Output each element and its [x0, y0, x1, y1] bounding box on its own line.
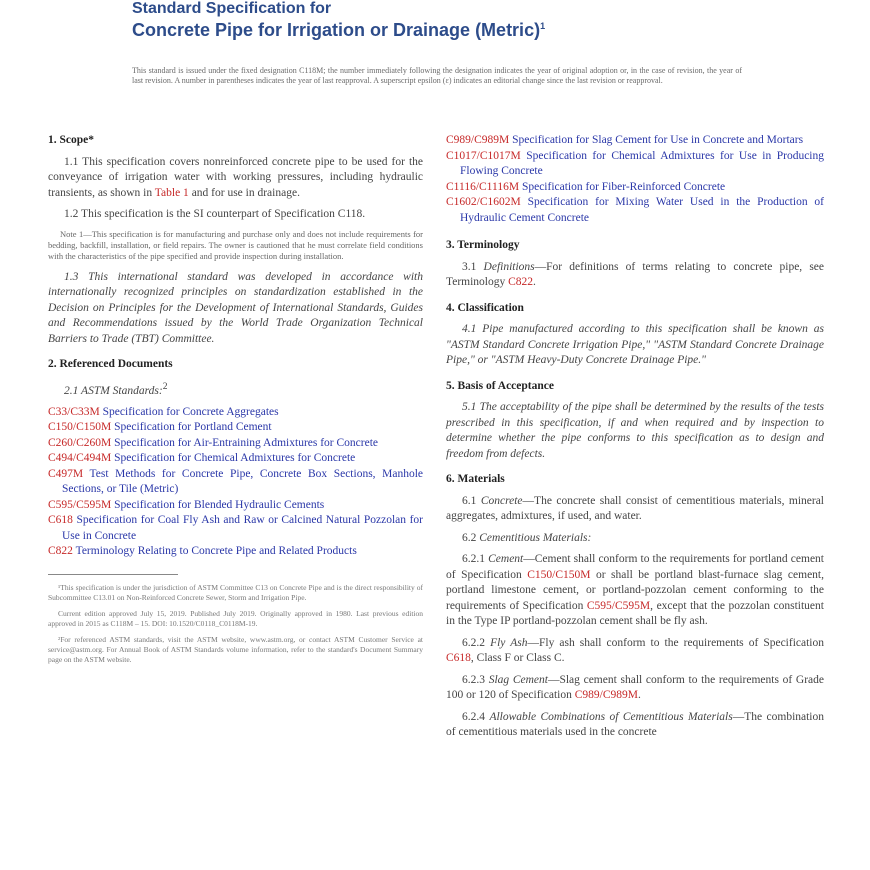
- paragraph-6-2: [446, 531, 824, 547]
- reference-title[interactable]: Specification for Coal Fly Ash and Raw or Calcined Natural Pozzolan for Use in Concrete: [62, 514, 423, 542]
- paragraph-3-1: [446, 260, 824, 291]
- footnote-1: ¹This specification is under the jurisdiction of ASTM Committee C13 on Concrete Pipe and is the direct responsibility of Subcommittee C13.01 on Non-Reinforced Concrete Sewer, Storm and Irrigation Pipe.: [48, 582, 423, 602]
- footnote-1-edition: Current edition approved July 15, 2019. Published July 2019. Originally approved in 1980. Last previous edition approved in 2015 as C118M – 15. DOI: 10.1520/C0118_C0118M-19.: [48, 608, 423, 628]
- paragraph-1-2: 1.2 This specification is the SI counterpart of Specification C118.: [64, 208, 366, 220]
- paragraph-text: .: [533, 276, 536, 288]
- reference-item[interactable]: [446, 133, 824, 149]
- c150-link[interactable]: C150/C150M: [527, 568, 591, 581]
- standard-type-heading: Standard Specification for: [132, 0, 332, 17]
- paragraph-text: —The concrete shall consist of cementitious materials, mineral aggregates, admixtures, if used, and water.: [446, 494, 825, 522]
- paragraph-text: —Cement shall conform to the requirements for portland cement of Specification: [446, 553, 824, 581]
- referenced-documents-list: [48, 405, 423, 560]
- paragraph-6-2-3: [446, 673, 824, 704]
- reference-item[interactable]: [446, 195, 824, 226]
- reference-designation[interactable]: C989/C989M: [446, 134, 510, 146]
- paragraph-text: , Class F or Class C.: [470, 652, 565, 664]
- term-label: Definitions: [483, 260, 535, 273]
- referenced-documents-list-continued: [446, 133, 824, 226]
- c595-link[interactable]: C595/C595M: [586, 599, 651, 612]
- paragraph-text: .: [637, 689, 641, 701]
- paragraph-text: 3.1: [462, 260, 484, 273]
- section-classification-heading: 4. Classification: [446, 301, 524, 314]
- note-1: Note 1—This specification is for manufacturing and purchase only and does not include requirements for bedding, backfill, installation, or field repairs. The owner is cautioned that he must correlate field conditions with the characteristics of the pipe specified and provide inspection during installation.: [48, 228, 423, 261]
- reference-item[interactable]: [48, 513, 423, 544]
- paragraph-text: 6.2: [462, 531, 480, 544]
- paragraph-5-1: 5.1 The acceptability of the pipe shall be determined by the results of the tests prescribed in this specification, if and when required and by inspection to determine whether the pipe conforms to this specification as to design and freedom from defects.: [446, 401, 824, 460]
- right-column: [446, 133, 824, 747]
- c618-link[interactable]: C618: [446, 652, 471, 664]
- reference-designation[interactable]: C150/C150M: [48, 421, 112, 434]
- c989-link[interactable]: C989/C989M: [574, 689, 638, 701]
- reference-designation[interactable]: C260/C260M: [48, 436, 112, 449]
- reference-title[interactable]: Specification for Slag Cement for Use in Concrete and Mortars: [512, 134, 804, 146]
- reference-designation[interactable]: C595/C595M: [48, 498, 112, 511]
- reference-item[interactable]: [48, 405, 423, 421]
- paragraph-1-3: 1.3 This international standard was developed in accordance with internationally recognized principles on standardization established in the Decision on Principles for the Development of International Standards, Guides and Recommendations issued by the World Trade Organization Technical Barriers to Trade (TBT) Committee.: [48, 270, 423, 345]
- paragraph-6-2-1: [446, 552, 824, 630]
- footnote-divider: [48, 574, 178, 575]
- reference-title[interactable]: Specification for Mixing Water Used in the Production of Hydraulic Cement Concrete: [460, 196, 825, 224]
- section-terminology-heading: 3. Terminology: [446, 239, 520, 251]
- reference-title[interactable]: Specification for Chemical Admixtures for Use in Producing Flowing Concrete: [460, 149, 824, 177]
- term-label: Fly Ash: [490, 636, 528, 649]
- paragraph-text: 6.2.4: [462, 710, 490, 723]
- paragraph-text: or shall be portland blast-furnace slag cement, portland limestone cement, or portland-pozzolan cement conforming to the requirements of Specification: [446, 568, 824, 612]
- paragraph-6-2-2: [446, 636, 824, 667]
- term-label: Allowable Combinations of Cementitious Materials: [489, 710, 733, 723]
- paragraph-text: —Fly ash shall conform to the requirements of Specification: [527, 636, 824, 649]
- paragraph-text: 6.1: [462, 494, 481, 507]
- reference-item[interactable]: [48, 498, 423, 514]
- section-materials-heading: 6. Materials: [446, 473, 505, 485]
- paragraph-text: —For definitions of terms relating to concrete pipe, see Terminology: [446, 260, 824, 288]
- reference-title[interactable]: Specification for Concrete Aggregates: [102, 405, 279, 418]
- section-scope-heading: 1. Scope*: [48, 134, 94, 146]
- reference-title[interactable]: Specification for Blended Hydraulic Cements: [114, 498, 325, 511]
- paragraph-4-1: 4.1 Pipe manufactured according to this specification shall be known as "ASTM Standard Concrete Irrigation Pipe," "ASTM Standard Concrete Drainage Pipe," or "ASTM Heavy-Duty Concrete Drainage Pipe.": [446, 323, 824, 366]
- paragraph-text: —The combination of cementitious materials used in the concrete: [446, 710, 825, 738]
- paragraph-text: and for use in drainage.: [188, 186, 300, 199]
- reference-designation[interactable]: C618: [48, 514, 73, 527]
- reference-designation[interactable]: C494/C494M: [48, 452, 112, 465]
- reference-designation[interactable]: C497M: [48, 467, 84, 480]
- reference-item[interactable]: [446, 180, 824, 196]
- reference-item[interactable]: [48, 467, 423, 498]
- footnote-mark: 2: [162, 380, 168, 392]
- reference-designation[interactable]: C1017/C1017M: [446, 149, 521, 162]
- reference-title[interactable]: Test Methods for Concrete Pipe, Concrete Box Sections, Manhole Sections, or Tile (Metric): [62, 467, 423, 496]
- subheading-text: 2.1 ASTM Standards:: [64, 384, 163, 397]
- standard-title: [132, 20, 545, 41]
- term-label: Cement: [488, 553, 524, 565]
- paragraph-6-2-4: [446, 710, 824, 741]
- term-label: Cementitious Materials:: [479, 531, 592, 544]
- reference-item[interactable]: [48, 544, 423, 560]
- paragraph-6-1: [446, 494, 824, 525]
- reference-designation[interactable]: C822: [48, 545, 73, 558]
- paragraph-text: 6.2.1: [462, 553, 489, 565]
- reference-title[interactable]: Specification for Air-Entraining Admixtures for Concrete: [114, 436, 379, 449]
- section-referenced-documents-heading: 2. Referenced Documents: [48, 358, 173, 370]
- reference-item[interactable]: [48, 436, 423, 452]
- title-footnote-mark: 1: [540, 21, 546, 31]
- standard-title-text: Concrete Pipe for Irrigation or Drainage (Metric): [132, 20, 541, 40]
- reference-designation[interactable]: C33/C33M: [48, 405, 100, 418]
- reference-title[interactable]: Specification for Portland Cement: [114, 421, 272, 434]
- reference-designation[interactable]: C1602/C1602M: [446, 196, 521, 208]
- footnote-2: ²For referenced ASTM standards, visit the ASTM website, www.astm.org, or contact ASTM Customer Service at service@astm.org. For Annual Book of ASTM Standards volume information, refer to the standard's Document Summary page on the ASTM website.: [48, 634, 423, 664]
- reference-designation[interactable]: C1116/C1116M: [446, 180, 520, 193]
- paragraph-text: 1.1 This specification covers nonreinforced concrete pipe to be used for the conveyance of irrigation water with working pressures, including hydraulic transients, as shown in: [48, 155, 423, 199]
- section-acceptance-heading: 5. Basis of Acceptance: [446, 379, 554, 392]
- paragraph-text: , except that the pozzolan constituent in the Type IP portland-pozzolan cement shall be fly ash.: [446, 599, 824, 627]
- reference-item[interactable]: [48, 420, 423, 436]
- term-label: Slag Cement: [488, 673, 548, 686]
- left-column: [48, 133, 423, 671]
- reference-item[interactable]: [446, 149, 824, 180]
- astm-standards-subheading: [48, 379, 423, 399]
- paragraph-text: 6.2.2: [462, 636, 491, 649]
- term-label: Concrete: [480, 494, 523, 507]
- paragraph-text: 6.2.3: [462, 673, 489, 686]
- reference-item[interactable]: [48, 451, 423, 467]
- reference-title[interactable]: Terminology Relating to Concrete Pipe and Related Products: [75, 545, 357, 558]
- paragraph-1-1: [48, 155, 423, 202]
- designation-notice: This standard is issued under the fixed designation C118M; the number immediately following the designation indicates the year of original adoption or, in the case of revision, the year of last revision. A number in parentheses indicates the year of last reapproval. A superscript epsilon (ε) indicates an editorial change since the last revision or reapproval.: [132, 66, 742, 85]
- paragraph-text: —Slag cement shall conform to the requirements of Grade 100 or 120 of Specification: [446, 673, 825, 701]
- c822-link[interactable]: C822: [508, 276, 534, 288]
- reference-title[interactable]: Specification for Fiber-Reinforced Concrete: [521, 180, 726, 193]
- table-1-link[interactable]: Table 1: [154, 186, 189, 199]
- reference-title[interactable]: Specification for Chemical Admixtures for Concrete: [114, 452, 356, 465]
